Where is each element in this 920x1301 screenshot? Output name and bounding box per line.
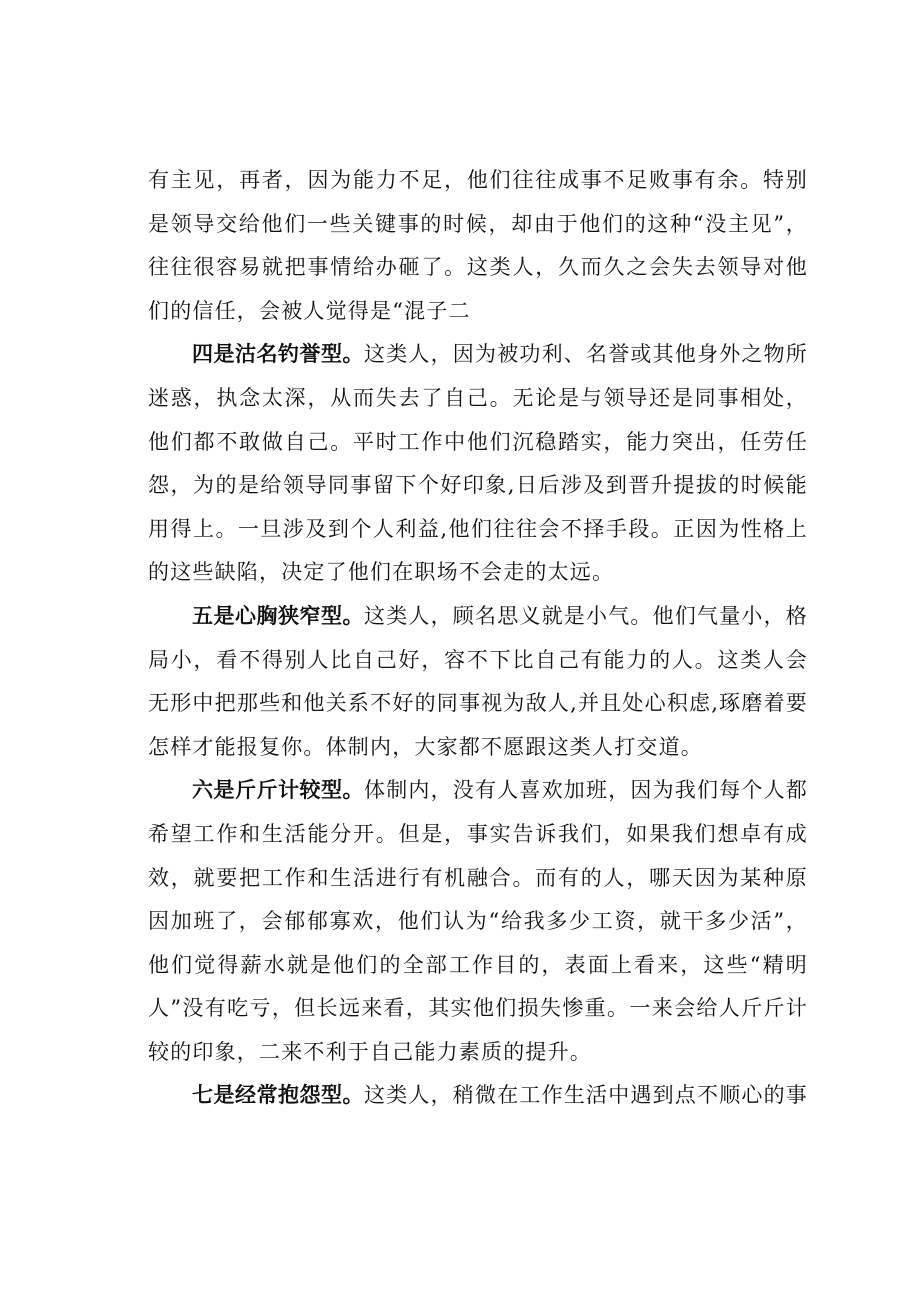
paragraph-type-five <box>148 595 808 769</box>
paragraph-text: 这类人，顾名思义就是小气。他们气量小，格局小，看不得别人比自己好，容不下比自己有能力的人。这类人会无形中把那些和他关系不好的同事视为敌人,并且处心积虑,琢磨着要怎样才能报复你。体制内，大家都不愿跟这类人打交道。 <box>148 603 808 759</box>
paragraph-text: 这类人，稍微在工作生活中遇到点不顺心的事 <box>364 1083 808 1108</box>
document-page <box>148 159 808 1118</box>
paragraph-heading: 六是斤斤计较型。 <box>192 778 364 803</box>
paragraph-continuation <box>148 159 808 333</box>
paragraph-text: 这类人，因为被功利、名誉或其他身外之物所迷惑，执念太深，从而失去了自己。无论是与领导还是同事相处，他们都不敢做自己。平时工作中他们沉稳踏实，能力突出，任劳任怨，为的是给领导同事留下个好印象,日后涉及到晋升提拔的时候能用得上。一旦涉及到个人利益,他们往往会不择手段。正因为性格上的这些缺陷，决定了他们在职场不会走的太远。 <box>148 342 808 585</box>
paragraph-heading: 四是沽名钓誉型。 <box>192 342 364 367</box>
paragraph-text: 体制内，没有人喜欢加班，因为我们每个人都希望工作和生活能分开。但是，事实告诉我们，如果我们想卓有成效，就要把工作和生活进行有机融合。而有的人，哪天因为某种原因加班了，会郁郁寡欢，他们认为“给我多少工资，就干多少活”，他们觉得薪水就是他们的全部工作目的，表面上看来，这些“精明人”没有吃亏，但长远来看，其实他们损失惨重。一来会给人斤斤计较的印象，二来不利于自己能力素质的提升。 <box>148 778 808 1064</box>
paragraph-heading: 七是经常抱怨型。 <box>192 1083 364 1108</box>
paragraph-type-four <box>148 333 808 595</box>
paragraph-text: 有主见，再者，因为能力不足，他们往往成事不足败事有余。特别是领导交给他们一些关键事的时候，却由于他们的这种“没主见”，往往很容易就把事情给办砸了。这类人，久而久之会失去领导对他们的信任，会被人觉得是“混子二 <box>148 168 808 323</box>
paragraph-type-six <box>148 769 808 1074</box>
paragraph-heading: 五是心胸狭窄型。 <box>192 603 364 628</box>
paragraph-type-seven <box>148 1074 808 1118</box>
